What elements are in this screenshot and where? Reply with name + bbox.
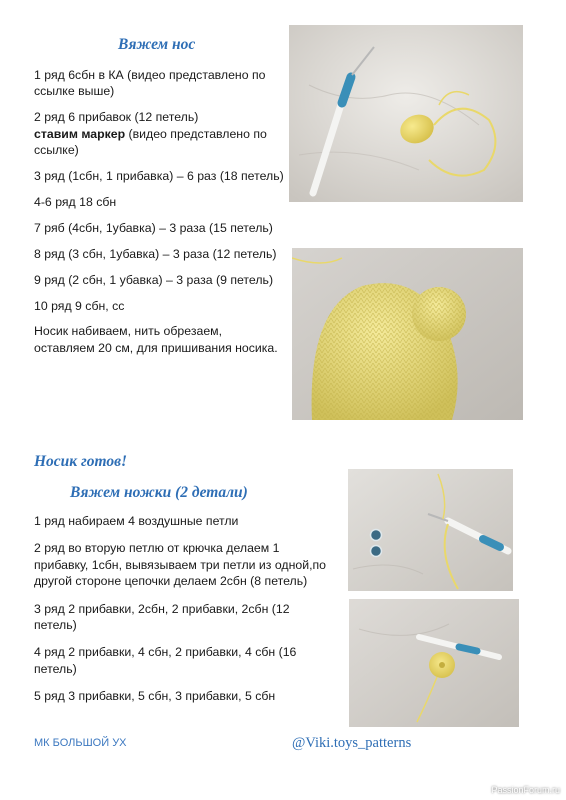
step-row: 8 ряд (3 сбн, 1убавка) – 3 раза (12 петель) [34, 246, 277, 261]
nose-steps [34, 67, 286, 366]
photo-leg-circle [349, 599, 519, 727]
footer-author-handle: @Viki.toys_patterns [292, 735, 412, 751]
photo-leg-circle-art [349, 599, 519, 727]
photo-body-with-nose [292, 248, 523, 420]
site-watermark: PassionForum.ru [491, 785, 560, 795]
step-row: 5 ряд 3 прибавки, 5 сбн, 3 прибавки, 5 сбн [34, 689, 276, 704]
photo-body-with-nose-art [292, 248, 523, 420]
photo-leg-chain-art [348, 469, 513, 591]
step-row: 4-6 ряд 18 сбн [34, 194, 117, 209]
step-row: 9 ряд (2 сбн, 1 убавка) – 3 раза (9 петель) [34, 272, 274, 287]
step-row: 3 ряд (1сбн, 1 прибавка) – 6 раз (18 петель) [34, 169, 284, 184]
nose-title: Вяжем нос [118, 36, 196, 53]
footer-pattern-name: МК БОЛЬШОЙ УХ [34, 737, 127, 749]
photo-leg-chain [348, 469, 513, 591]
nose-done-heading: Носик готов! [34, 453, 128, 470]
step-row: Носик набиваем, нить обрезаем, оставляем 20 см, для пришивания носика. [34, 324, 278, 355]
photo-hook-nose-start-art [289, 25, 523, 202]
legs-steps [34, 513, 334, 716]
step-row: 3 ряд 2 прибавки, 2сбн, 2 прибавки, 2сбн (12 петель) [34, 601, 290, 633]
step-row: 2 ряд во вторую петлю от крючка делаем 1 прибавку, 1сбн, вывязываем три петли из одной,по другой стороне цепочки делаем 2сбн (8 петель) [34, 541, 327, 589]
marker-instruction: ставим маркер [34, 126, 126, 141]
step-row: 2 ряд 6 прибавок (12 петель) ставим маркер (видео представлено по ссылке) [34, 110, 267, 158]
step-row: 1 ряд 6сбн в КА (видео представлено по ссылке выше) [34, 68, 266, 99]
legs-title: Вяжем ножки (2 детали) [70, 484, 248, 501]
step-row: 1 ряд набираем 4 воздушные петли [34, 514, 239, 528]
step-row: 7 ряб (4сбн, 1убавка) – 3 раза (15 петель) [34, 220, 273, 235]
step-row: 10 ряд 9 сбн, сс [34, 298, 125, 313]
photo-hook-nose-start [289, 25, 523, 202]
step-row: 4 ряд 2 прибавки, 4 сбн, 2 прибавки, 4 сбн (16 петель) [34, 645, 297, 676]
